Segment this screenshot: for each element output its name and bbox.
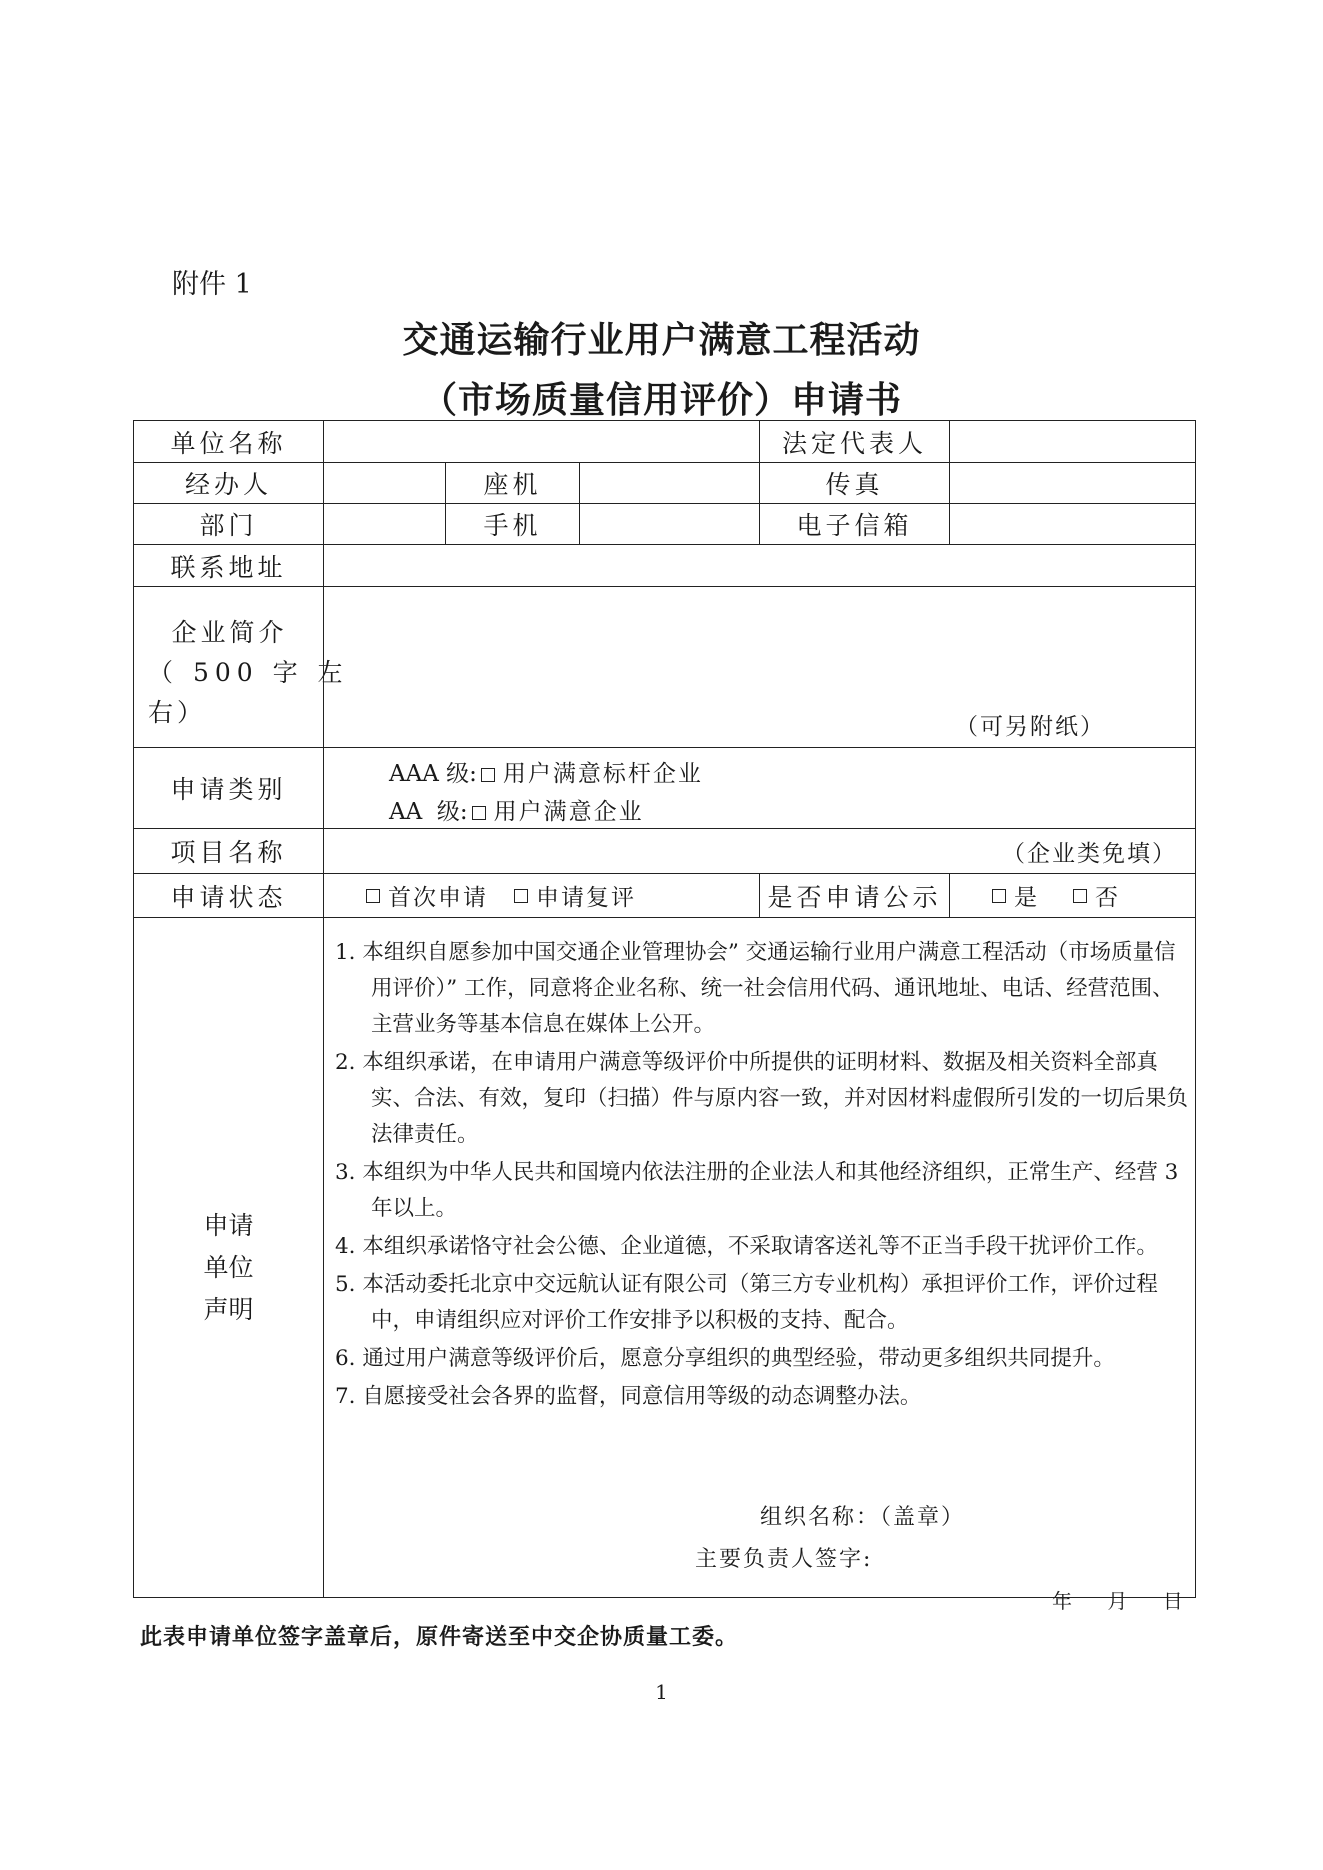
checkbox-icon[interactable]	[366, 889, 380, 903]
decl-label-line2: 单位	[203, 1252, 254, 1282]
category-aaa-text: 用户满意标杆企业	[502, 761, 703, 787]
address-field[interactable]	[323, 544, 1196, 587]
fax-field[interactable]	[949, 462, 1196, 504]
category-aaa-option[interactable]	[389, 755, 1195, 793]
category-aa-option[interactable]	[389, 793, 1195, 831]
status-review-option[interactable]: 申请复评	[536, 885, 636, 911]
status-first-option[interactable]: 首次申请	[388, 885, 488, 911]
email-label: 电子信箱	[759, 503, 950, 545]
mobile-field[interactable]	[579, 503, 760, 545]
declaration-item: 4. 本组织承诺恪守社会公德、企业道德，不采取请客送礼等不正当手段干扰评价工作。	[335, 1234, 1158, 1259]
publicity-options	[949, 873, 1196, 918]
dept-field[interactable]	[323, 503, 446, 545]
declaration-item: 3. 本组织为中华人民共和国境内依法注册的企业法人和其他经济组织，正常生产、经营 3 年以上。	[335, 1160, 1179, 1221]
declaration-item: 6. 通过用户满意等级评价后，愿意分享组织的典型经验，带动更多组织共同提升。	[335, 1346, 1115, 1371]
page-title-line2: （市场质量信用评价）申请书	[420, 380, 902, 421]
profile-label-line2: （ 500 字 左	[148, 658, 349, 687]
checkbox-icon[interactable]	[1073, 889, 1087, 903]
category-aaa-prefix: AAA 级:	[389, 761, 477, 787]
mobile-label: 手机	[445, 503, 580, 545]
landline-label: 座机	[445, 462, 580, 504]
profile-note: （可另附纸）	[955, 714, 1105, 740]
email-field[interactable]	[949, 503, 1196, 545]
page-title-line1: 交通运输行业用户满意工程活动	[402, 320, 921, 361]
landline-field[interactable]	[579, 462, 760, 504]
dept-label: 部门	[133, 503, 324, 545]
checkbox-icon[interactable]	[992, 889, 1006, 903]
decl-label-line3: 声明	[203, 1294, 254, 1324]
checkbox-icon[interactable]	[514, 889, 528, 903]
category-aa-text: 用户满意企业	[493, 799, 644, 825]
declaration-item: 1. 本组织自愿参加中国交通企业管理协会” 交通运输行业用户满意工程活动（市场质量信用评价）” 工作，同意将企业名称、统一社会信用代码、通讯地址、电话、经营范围、主营业务等基本信息在媒体上公开。	[335, 940, 1176, 1037]
status-options	[323, 873, 760, 918]
publicity-no-option[interactable]: 否	[1095, 885, 1118, 911]
decl-label-line1: 申请	[203, 1210, 254, 1240]
profile-label-line3: 右）	[148, 698, 207, 727]
org-name-seal: 组织名称：（盖章）	[760, 1505, 966, 1530]
page-number: 1	[655, 1680, 668, 1704]
fax-label: 传真	[759, 462, 950, 504]
project-label: 项目名称	[133, 828, 324, 874]
declaration-label	[133, 917, 324, 1598]
checkbox-icon[interactable]	[472, 806, 486, 820]
footnote: 此表申请单位签字盖章后，原件寄送至中交企协质量工委。	[140, 1625, 739, 1650]
leader-signature: 主要负责人签字:	[695, 1547, 873, 1572]
status-label: 申请状态	[133, 873, 324, 918]
legal-rep-label: 法定代表人	[759, 420, 950, 463]
unit-name-field[interactable]	[323, 420, 760, 463]
attachment-label: 附件 1	[172, 269, 252, 300]
declaration-item: 2. 本组织承诺，在申请用户满意等级评价中所提供的证明材料、数据及相关资料全部真实、合法、有效，复印（扫描）件与原内容一致，并对因材料虚假所引发的一切后果负法律责任。	[335, 1050, 1189, 1147]
publicity-label: 是否申请公示	[759, 873, 950, 918]
category-aa-prefix: AA 级:	[389, 799, 468, 825]
category-label: 申请类别	[133, 747, 324, 829]
declaration-item: 5. 本活动委托北京中交远航认证有限公司（第三方专业机构）承担评价工作，评价过程中，申请组织应对评价工作安排予以积极的支持、配合。	[335, 1272, 1158, 1333]
project-field[interactable]	[323, 828, 1196, 874]
handler-label: 经办人	[133, 462, 324, 504]
declaration-item: 7. 自愿接受社会各界的监督，同意信用等级的动态调整办法。	[335, 1384, 922, 1409]
legal-rep-field[interactable]	[949, 420, 1196, 463]
checkbox-icon[interactable]	[481, 768, 495, 782]
category-options	[323, 747, 1196, 829]
profile-label-line1: 企业简介	[171, 618, 288, 647]
sign-date: 年 月 日	[1052, 1589, 1185, 1613]
handler-field[interactable]	[323, 462, 446, 504]
profile-field[interactable]	[323, 586, 1196, 748]
project-note: （企业类免填）	[1002, 840, 1177, 867]
unit-name-label: 单位名称	[133, 420, 324, 463]
profile-label	[133, 586, 349, 748]
publicity-yes-option[interactable]: 是	[1014, 885, 1037, 911]
declaration-list	[335, 935, 1195, 1417]
address-label: 联系地址	[133, 544, 324, 587]
